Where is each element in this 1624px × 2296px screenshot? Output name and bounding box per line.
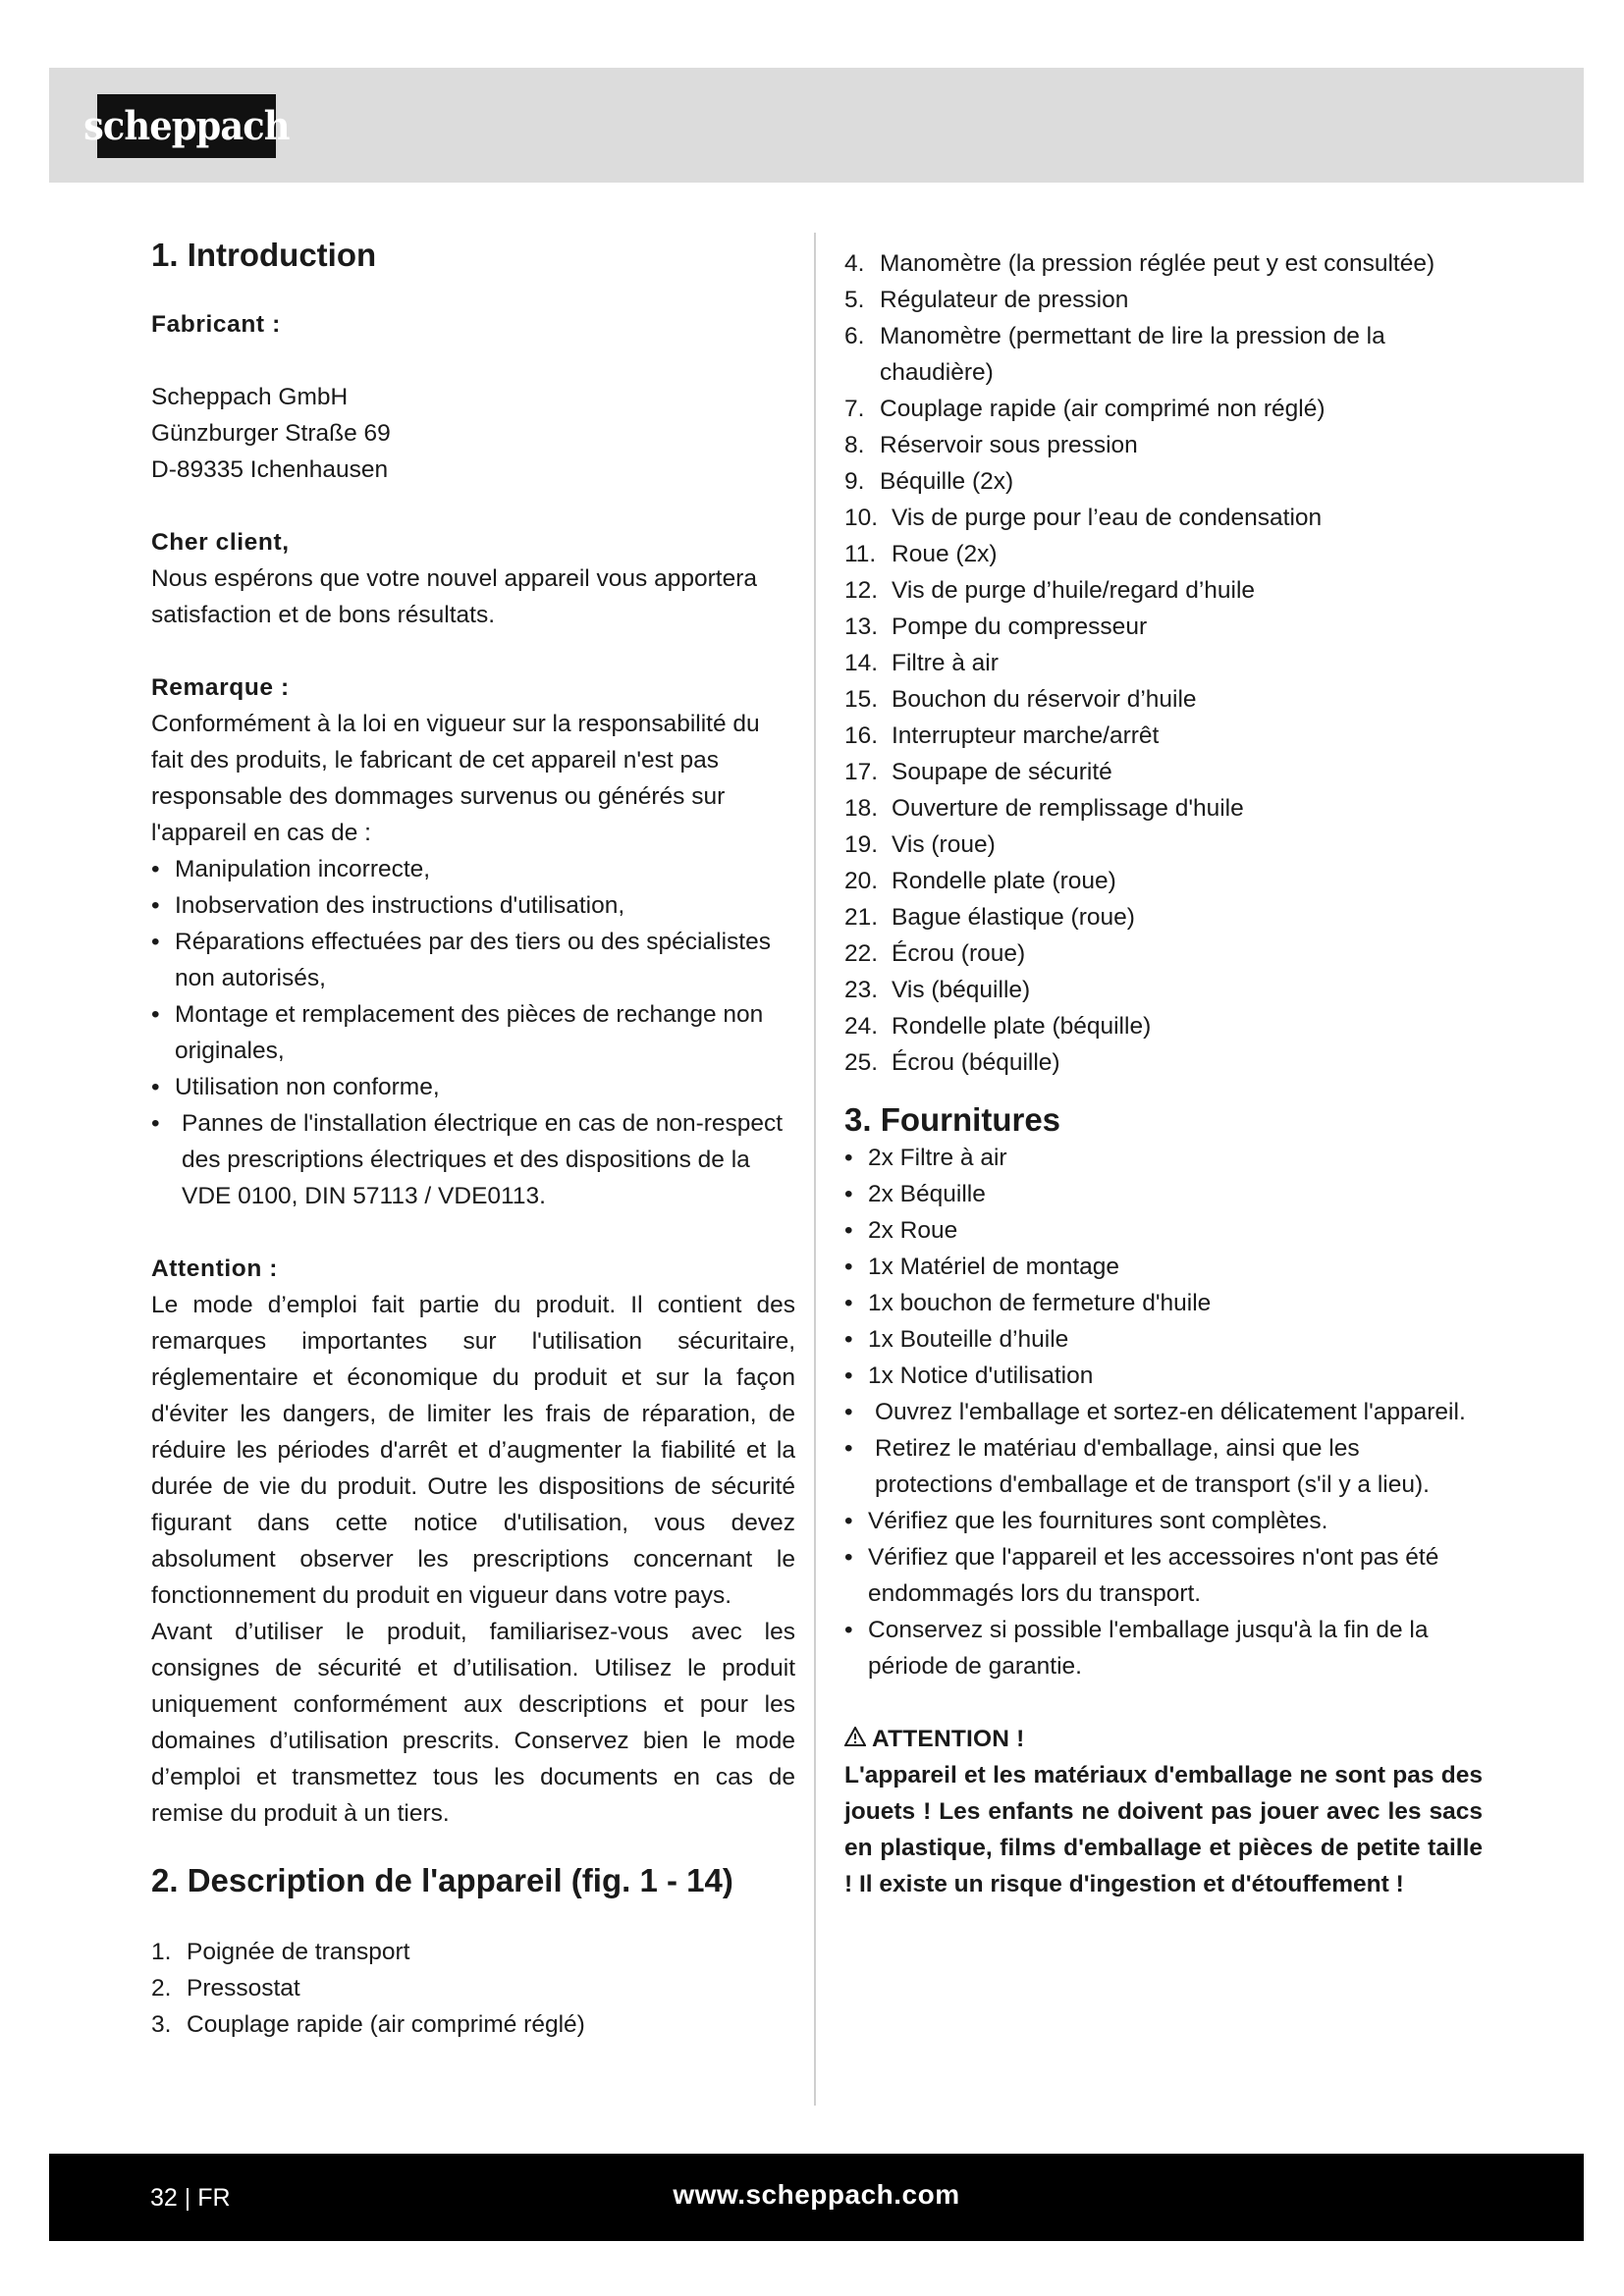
intro-heading: 1. Introduction (151, 237, 377, 273)
list-item: 22. Écrou (roue) (844, 940, 1026, 967)
list-item: • Montage et remplacement des pièces de rechange non originales, (151, 996, 795, 1069)
website-link[interactable]: www.scheppach.com (673, 2179, 960, 2210)
list-item: 1. Poignée de transport (151, 1939, 410, 1965)
list-item: 16. Interrupteur marche/arrêt (844, 722, 1160, 749)
attention-text-1: Le mode d’emploi fait partie du produit. Il contient des remarques importantes sur l'utilisation sécuritaire, réglementaire et économique du produit et sur la façon d'éviter les dangers, de limiter les frais de réparation, de réduire les périodes d'arrêt et d’augmenter la fiabilité et la durée de vie du produit. Outre les dispositions de sécurité figurant dans cette notice d'utilisation, vous devez absolument observer les prescriptions concernant le fonctionnement du produit en vigueur dans votre pays. (151, 1292, 795, 1609)
list-item: 13. Pompe du compresseur (844, 614, 1148, 640)
list-item: 8. Réservoir sous pression (844, 432, 1138, 458)
warning-title: ATTENTION ! (872, 1726, 1025, 1752)
supplies-list (844, 1140, 1483, 1684)
address-line-2: Günzburger Straße 69 (151, 420, 391, 447)
list-item: • 1x bouchon de fermeture d'huile (844, 1285, 1483, 1321)
list-item: 5. Régulateur de pression (844, 287, 1129, 313)
list-item: 25. Écrou (béquille) (844, 1049, 1060, 1076)
list-item: • 2x Béquille (844, 1176, 1483, 1212)
list-item: 6. Manomètre (permettant de lire la pression de la chaudière) (844, 323, 1385, 386)
list-item: 3. Couplage rapide (air comprimé réglé) (151, 2011, 585, 2038)
description-list-left (151, 1934, 795, 2043)
list-item: • 1x Bouteille d’huile (844, 1321, 1483, 1358)
address-line-3: D-89335 Ichenhausen (151, 456, 389, 483)
supplies-heading: 3. Fournitures (844, 1101, 1061, 1138)
scheppach-logo (83, 94, 290, 158)
warning-triangle-icon (844, 1721, 866, 1757)
list-item: 7. Couplage rapide (air comprimé non réglé) (844, 396, 1326, 422)
list-item: 18. Ouverture de remplissage d'huile (844, 795, 1244, 822)
list-item: • Retirez le matériau d'emballage, ainsi que les protections d'emballage et de transport (s'il y a lieu). (844, 1430, 1483, 1503)
list-item: 11. Roue (2x) (844, 541, 998, 567)
description-heading: 2. Description de l'appareil (fig. 1 - 14) (151, 1862, 733, 1898)
list-item: 23. Vis (béquille) (844, 977, 1031, 1003)
remark-text: Conformément à la loi en vigueur sur la responsabilité du fait des produits, le fabricant de cet appareil n'est pas responsable des dommages survenus ou générés sur l'appareil en cas de : (151, 711, 760, 846)
customer-text: Nous espérons que votre nouvel appareil vous apportera satisfaction et de bons résultats. (151, 565, 757, 628)
warning-title-row (844, 1721, 1483, 1757)
list-item: • 2x Filtre à air (844, 1140, 1483, 1176)
manufacturer-label: Fabricant : (151, 311, 281, 338)
list-item: 2. Pressostat (151, 1975, 300, 2002)
list-item: • Réparations effectuées par des tiers ou des spécialistes non autorisés, (151, 924, 795, 996)
list-item: 14. Filtre à air (844, 650, 999, 676)
list-item: 12. Vis de purge d’huile/regard d’huile (844, 577, 1256, 604)
footer-bar (49, 2154, 1584, 2241)
list-item: • 1x Matériel de montage (844, 1249, 1483, 1285)
list-item: • Vérifiez que l'appareil et les accessoires n'ont pas été endommagés lors du transport. (844, 1539, 1483, 1612)
list-item: 19. Vis (roue) (844, 831, 996, 858)
left-column (151, 236, 795, 2043)
column-divider (814, 233, 816, 2106)
list-item: • 1x Notice d'utilisation (844, 1358, 1483, 1394)
list-item: • Vérifiez que les fournitures sont complètes. (844, 1503, 1483, 1539)
list-item: • Pannes de l'installation électrique en cas de non-respect des prescriptions électriques et des dispositions de la VDE 0100, DIN 57113 / VDE0113. (151, 1105, 795, 1214)
list-item: 10. Vis de purge pour l’eau de condensation (844, 505, 1323, 531)
page-number: 32 | FR (150, 2184, 231, 2212)
remark-bullet-list (151, 851, 795, 1214)
list-item: 20. Rondelle plate (roue) (844, 868, 1116, 894)
list-item: 21. Bague élastique (roue) (844, 904, 1135, 931)
logo-text: scheppach (83, 102, 290, 149)
warning-text: L'appareil et les matériaux d'emballage ne sont pas des jouets ! Les enfants ne doivent pas jouer avec les sacs en plastique, films d'emballage et pièces de petite taille ! Il existe un risque d'ingestion et d'étouffement ! (844, 1762, 1483, 1897)
list-item: • Inobservation des instructions d'utilisation, (151, 887, 795, 924)
list-item: 4. Manomètre (la pression réglée peut y est consultée) (844, 250, 1435, 277)
list-item: • Utilisation non conforme, (151, 1069, 795, 1105)
list-item: 9. Béquille (2x) (844, 468, 1014, 495)
list-item: 17. Soupape de sécurité (844, 759, 1112, 785)
list-item: • Manipulation incorrecte, (151, 851, 795, 887)
address-line-1: Scheppach GmbH (151, 384, 349, 410)
attention-label: Attention : (151, 1255, 279, 1282)
list-item: 24. Rondelle plate (béquille) (844, 1013, 1152, 1040)
list-item: • 2x Roue (844, 1212, 1483, 1249)
list-item: • Ouvrez l'emballage et sortez-en délicatement l'appareil. (844, 1394, 1483, 1430)
description-list-right (844, 245, 1483, 1081)
customer-label: Cher client, (151, 529, 290, 556)
list-item: • Conservez si possible l'emballage jusqu'à la fin de la période de garantie. (844, 1612, 1483, 1684)
header-bar (49, 68, 1584, 183)
remark-label: Remarque : (151, 674, 290, 701)
attention-text-2: Avant d’utiliser le produit, familiarisez-vous avec les consignes de sécurité et d’utilisation. Utilisez le produit uniquement conformément aux descriptions et pour les domaines d’utilisation prescrits. Conservez bien le mode d’emploi et transmettez tous les documents en cas de remise du produit à un tiers. (151, 1619, 795, 1827)
right-column (844, 245, 1483, 1902)
list-item: 15. Bouchon du réservoir d’huile (844, 686, 1197, 713)
